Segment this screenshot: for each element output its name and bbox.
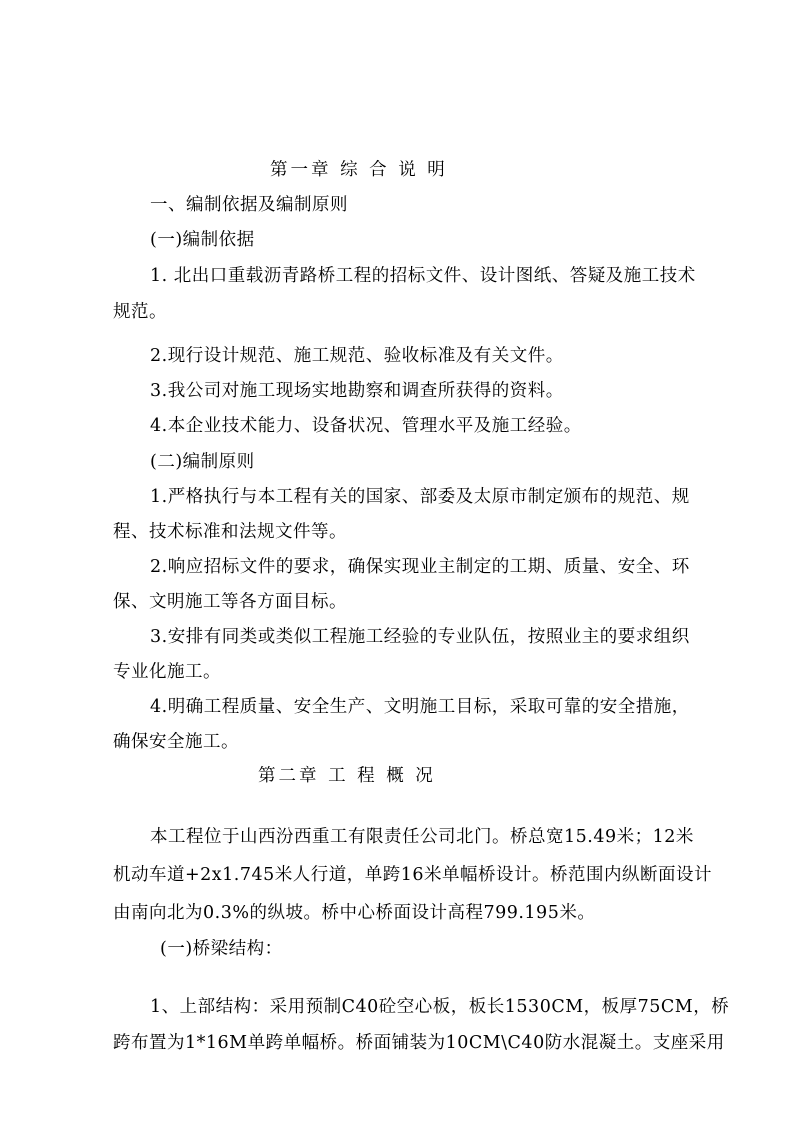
chapter1-title: 第一章 综 合 说 明	[270, 160, 448, 180]
basis-1-line2: 规范。	[113, 302, 167, 322]
structure-line1: 1、上部结构：采用预制C40砼空心板，板长1530CM，板厚75CM，桥	[150, 997, 730, 1017]
overview-line3: 由南向北为0.3%的纵坡。桥中心桥面设计高程799.195米。	[113, 903, 596, 923]
bridge-structure-title: (一)桥梁结构：	[160, 939, 283, 959]
basis-2: 2.现行设计规范、施工规范、验收标准及有关文件。	[150, 346, 564, 366]
principle-1-line2: 程、技术标准和法规文件等。	[113, 522, 347, 542]
overview-line2: 机动车道+2x1.745米人行道，单跨16米单幅桥设计。桥范围内纵断面设计	[113, 865, 713, 885]
principle-2-line2: 保、文明施工等各方面目标。	[113, 592, 347, 612]
principle-3-line1: 3.安排有同类或类似工程施工经验的专业队伍，按照业主的要求组织	[150, 627, 690, 647]
principle-2-line1: 2.响应招标文件的要求，确保实现业主制定的工期、质量、安全、环	[150, 557, 690, 577]
principle-1-line1: 1.严格执行与本工程有关的国家、部委及太原市制定颁布的规范、规	[150, 487, 690, 507]
basis-3: 3.我公司对施工现场实地勘察和调查所获得的资料。	[150, 381, 564, 401]
basis-1-line1: 1. 北出口重载沥青路桥工程的招标文件、设计图纸、答疑及施工技术	[150, 266, 696, 286]
sub1-title: (一)编制依据	[150, 230, 255, 250]
chapter2-title: 第二章 工 程 概 况	[258, 766, 436, 786]
section1-title: 一、编制依据及编制原则	[150, 195, 348, 215]
structure-line2: 跨布置为1*16M单跨单幅桥。桥面铺装为10CM\C40防水混凝土。支座采用	[113, 1033, 725, 1053]
principle-4-line2: 确保安全施工。	[113, 732, 239, 752]
sub2-title: (二)编制原则	[150, 452, 255, 472]
overview-line1: 本工程位于山西汾西重工有限责任公司北门。桥总宽15.49米；12米	[150, 827, 694, 847]
basis-4: 4.本企业技术能力、设备状况、管理水平及施工经验。	[150, 416, 582, 436]
principle-4-line1: 4.明确工程质量、安全生产、文明施工目标，采取可靠的安全措施，	[150, 697, 690, 717]
principle-3-line2: 专业化施工。	[113, 662, 221, 682]
